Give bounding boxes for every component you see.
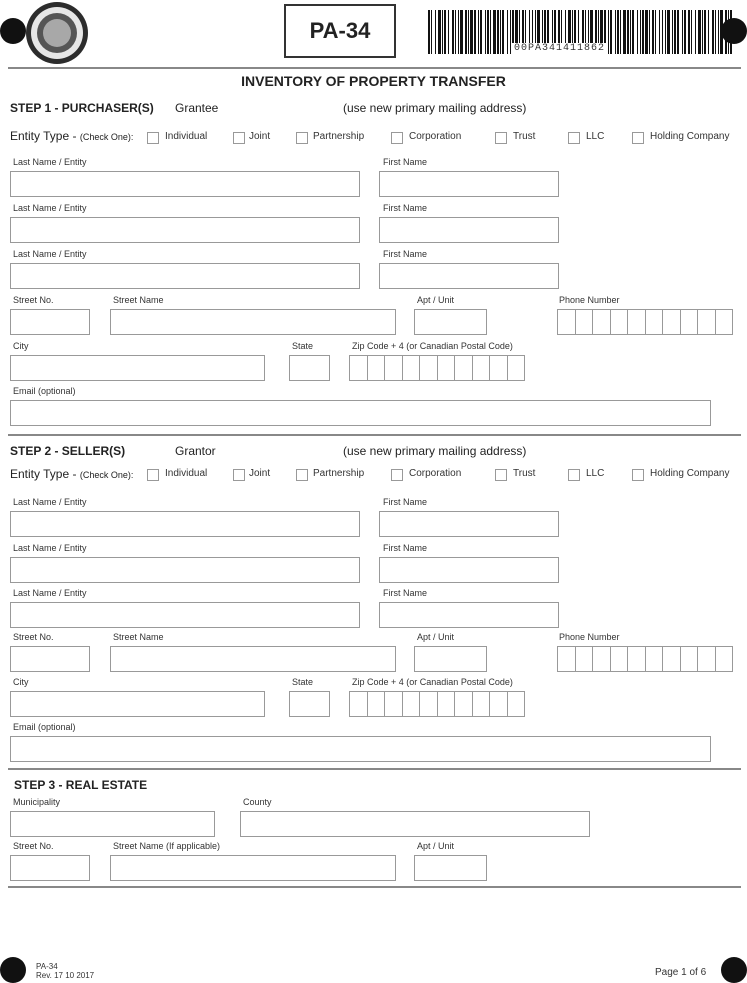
step1-joint-label: Joint: [249, 131, 271, 142]
step2-joint-label: Joint: [249, 468, 271, 479]
step1-last-name-1-label: Last Name / Entity: [13, 157, 87, 167]
step1-last-name-1-field[interactable]: [10, 171, 360, 197]
step1-first-name-1-label: First Name: [383, 157, 428, 167]
step2-last-name-2-field[interactable]: [10, 557, 360, 583]
municipality-label: Municipality: [13, 797, 61, 807]
step2-state-field[interactable]: [289, 691, 330, 717]
step1-partnership-label: Partnership: [313, 131, 365, 142]
step2-phone-label: Phone Number: [559, 632, 620, 642]
footer-form-code: PA-34: [36, 962, 58, 971]
step2-first-name-3-field[interactable]: [379, 602, 559, 628]
step1-last-name-2-field[interactable]: [10, 217, 360, 243]
step2-email-field[interactable]: [10, 736, 711, 762]
step2-trust-label: Trust: [513, 468, 536, 479]
step2-email-label: Email (optional): [13, 722, 76, 732]
county-label: County: [243, 797, 272, 807]
step1-street-name-field[interactable]: [110, 309, 396, 335]
step1-joint-checkbox[interactable]: [233, 132, 245, 144]
step1-first-name-2-field[interactable]: [379, 217, 559, 243]
step1-holding-company-label: Holding Company: [650, 131, 730, 142]
step1-individual-checkbox[interactable]: [147, 132, 159, 144]
step2-first-name-1-label: First Name: [383, 497, 428, 507]
step1-entity-type-label: Entity Type - (Check One):: [10, 129, 134, 143]
step2-mailing-note: (use new primary mailing address): [343, 444, 527, 458]
step1-email-label: Email (optional): [13, 386, 76, 396]
step1-street-name-label: Street Name: [113, 295, 164, 305]
step1-trust-label: Trust: [513, 131, 536, 142]
step1-apt-unit-label: Apt / Unit: [417, 295, 455, 305]
step1-apt-unit-field[interactable]: [414, 309, 487, 335]
step1-title: STEP 1 - PURCHASER(S): [10, 101, 154, 115]
state-seal: [26, 2, 88, 64]
step1-first-name-3-field[interactable]: [379, 263, 559, 289]
step2-first-name-3-label: First Name: [383, 588, 428, 598]
registration-dot-bottom-right: [721, 957, 747, 983]
step2-entity-type-label: Entity Type - (Check One):: [10, 467, 134, 481]
municipality-field[interactable]: [10, 811, 215, 837]
step2-last-name-3-label: Last Name / Entity: [13, 588, 87, 598]
step1-corporation-checkbox[interactable]: [391, 132, 403, 144]
county-field[interactable]: [240, 811, 590, 837]
step2-llc-label: LLC: [586, 468, 605, 479]
barcode-number: 00PA341411862: [514, 43, 606, 54]
step1-first-name-1-field[interactable]: [379, 171, 559, 197]
step2-zip-field[interactable]: [350, 691, 525, 717]
step2-street-no-field[interactable]: [10, 646, 90, 672]
step1-last-name-3-label: Last Name / Entity: [13, 249, 87, 259]
step1-state-field[interactable]: [289, 355, 330, 381]
step2-last-name-1-label: Last Name / Entity: [13, 497, 87, 507]
step2-city-field[interactable]: [10, 691, 265, 717]
step2-first-name-1-field[interactable]: [379, 511, 559, 537]
step2-street-name-field[interactable]: [110, 646, 396, 672]
step2-holding-company-checkbox[interactable]: [632, 469, 644, 481]
step2-zip-label: Zip Code + 4 (or Canadian Postal Code): [352, 677, 513, 687]
step3-title: STEP 3 - REAL ESTATE: [14, 778, 148, 792]
step2-partnership-checkbox[interactable]: [296, 469, 308, 481]
step2-llc-checkbox[interactable]: [568, 469, 580, 481]
step1-first-name-2-label: First Name: [383, 203, 428, 213]
step1-city-label: City: [13, 341, 29, 351]
step1-llc-label: LLC: [586, 131, 605, 142]
step2-apt-unit-label: Apt / Unit: [417, 632, 455, 642]
step2-title: STEP 2 - SELLER(S): [10, 444, 126, 458]
step1-corporation-label: Corporation: [409, 131, 462, 142]
step1-street-no-field[interactable]: [10, 309, 90, 335]
form-number: PA-34: [284, 4, 396, 58]
step2-individual-label: Individual: [165, 468, 208, 479]
step2-last-name-3-field[interactable]: [10, 602, 360, 628]
step3-divider: [8, 886, 741, 888]
step2-trust-checkbox[interactable]: [495, 469, 507, 481]
step1-zip-label: Zip Code + 4 (or Canadian Postal Code): [352, 341, 513, 351]
form-title: INVENTORY OF PROPERTY TRANSFER: [241, 73, 506, 89]
step2-last-name-2-label: Last Name / Entity: [13, 543, 87, 553]
step2-street-no-label: Street No.: [13, 632, 54, 642]
step1-llc-checkbox[interactable]: [568, 132, 580, 144]
registration-dot-bottom-left: [0, 957, 26, 983]
step1-divider: [8, 434, 741, 436]
step2-last-name-1-field[interactable]: [10, 511, 360, 537]
header-divider: [8, 67, 741, 69]
step3-apt-unit-label: Apt / Unit: [417, 841, 455, 851]
step1-state-label: State: [292, 341, 314, 351]
step2-street-name-label: Street Name: [113, 632, 164, 642]
step1-trust-checkbox[interactable]: [495, 132, 507, 144]
step1-role: Grantee: [175, 101, 219, 115]
step2-divider: [8, 768, 741, 770]
step1-holding-company-checkbox[interactable]: [632, 132, 644, 144]
step3-street-name-label: Street Name (If applicable): [113, 841, 221, 851]
step2-individual-checkbox[interactable]: [147, 469, 159, 481]
step2-phone-field[interactable]: [558, 646, 733, 672]
step1-last-name-2-label: Last Name / Entity: [13, 203, 87, 213]
step2-partnership-label: Partnership: [313, 468, 365, 479]
step1-zip-field[interactable]: [350, 355, 525, 381]
step2-corporation-checkbox[interactable]: [391, 469, 403, 481]
step1-individual-label: Individual: [165, 131, 208, 142]
step1-last-name-3-field[interactable]: [10, 263, 360, 289]
step3-street-name-field[interactable]: [110, 855, 396, 881]
step2-joint-checkbox[interactable]: [233, 469, 245, 481]
step2-city-label: City: [13, 677, 29, 687]
step2-role: Grantor: [175, 444, 216, 458]
step1-email-field[interactable]: [10, 400, 711, 426]
step2-first-name-2-label: First Name: [383, 543, 428, 553]
step1-phone-label: Phone Number: [559, 295, 620, 305]
step1-street-no-label: Street No.: [13, 295, 54, 305]
step3-apt-unit-field[interactable]: [414, 855, 487, 881]
step1-first-name-3-label: First Name: [383, 249, 428, 259]
step1-phone-field[interactable]: [558, 309, 733, 335]
step1-partnership-checkbox[interactable]: [296, 132, 308, 144]
step2-apt-unit-field[interactable]: [414, 646, 487, 672]
step2-holding-company-label: Holding Company: [650, 468, 730, 479]
step2-first-name-2-field[interactable]: [379, 557, 559, 583]
footer-page: Page 1 of 6: [655, 967, 707, 978]
step1-mailing-note: (use new primary mailing address): [343, 101, 527, 115]
step2-corporation-label: Corporation: [409, 468, 462, 479]
step2-state-label: State: [292, 677, 314, 687]
footer-revision: Rev. 17 10 2017: [36, 971, 95, 980]
step1-city-field[interactable]: [10, 355, 265, 381]
step3-street-no-field[interactable]: [10, 855, 90, 881]
registration-dot-top-left: [0, 18, 26, 44]
step3-street-no-label: Street No.: [13, 841, 54, 851]
